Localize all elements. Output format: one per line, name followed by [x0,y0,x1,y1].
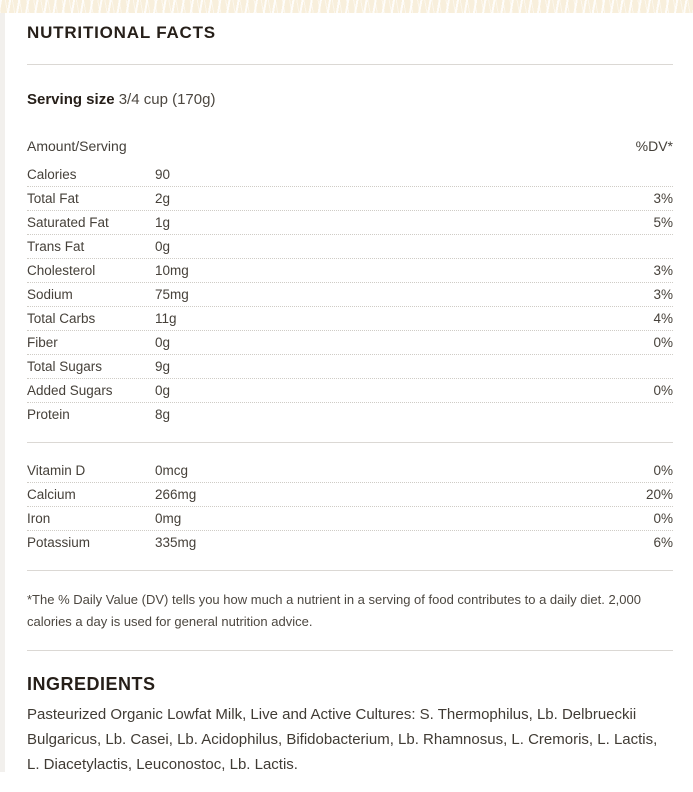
table-row [27,211,673,235]
nutrient-amount: 0g [155,335,171,350]
nutrient-label: Calcium [27,487,76,502]
table-row [27,163,673,187]
table-row [27,403,673,426]
table-row [27,507,673,531]
nutrient-dv: 0% [653,383,673,398]
nutrient-label: Saturated Fat [27,215,109,230]
nutrient-amount: 266mg [155,487,197,502]
table-row [27,283,673,307]
ingredients-divider [27,650,673,651]
column-header-dv: %DV* [635,138,673,154]
nutrient-label: Sodium [27,287,73,302]
nutrient-amount: 0mg [155,511,182,526]
nutrient-amount: 2g [155,191,171,206]
nutrient-dv: 5% [653,215,673,230]
nutrient-dv: 0% [653,463,673,478]
nutrient-label: Calories [27,167,77,182]
nutrient-label: Trans Fat [27,239,85,254]
nutrient-amount: 0g [155,383,171,398]
nutrients-table-vitamins [27,459,673,554]
serving-size-label: Serving size [27,91,115,108]
table-row [27,187,673,211]
nutrient-amount: 9g [155,359,171,374]
table-row [27,379,673,403]
table-row [27,307,673,331]
nutrient-label: Added Sugars [27,383,113,398]
nutrient-dv: 6% [653,535,673,550]
nutrient-label: Potassium [27,535,91,550]
nutrient-amount: 11g [155,311,177,326]
table-header [27,138,673,154]
nutrient-amount: 0mcg [155,463,189,478]
nutrient-dv: 0% [653,335,673,350]
nutrition-panel [5,13,693,792]
title-divider [27,64,673,65]
nutrient-amount: 0g [155,239,171,254]
serving-size-line [27,91,673,108]
nutrient-label: Fiber [27,335,58,350]
nutrient-amount: 10mg [155,263,189,278]
nutrient-dv: 20% [645,487,673,502]
table-row [27,355,673,379]
nutrient-amount: 90 [155,167,171,182]
nutrient-label: Total Carbs [27,311,96,326]
table-row [27,483,673,507]
table-row [27,331,673,355]
nutrient-label: Vitamin D [27,463,86,478]
nutrient-amount: 75mg [155,287,189,302]
ingredients-title: INGREDIENTS [27,674,156,694]
nutrient-amount: 1g [155,215,171,230]
ingredients-text: Pasteurized Organic Lowfat Milk, Live and Active Cultures: S. Thermophilus, Lb. Delbrueckii Bulgaricus, Lb. Casei, Lb. Acidophilus, Bifidobacterium, Lb. Rhamnosus, L. Cremoris, L. Lactis, L. Diacetylactis, Leuconostoc, Lb. Lactis. [27,706,658,773]
column-header-amount: Amount/Serving [27,138,127,154]
page-title: NUTRITIONAL FACTS [27,23,216,42]
table-row [27,235,673,259]
nutrient-dv: 0% [653,511,673,526]
table-row [27,531,673,554]
nutrients-table-main [27,163,673,426]
nutrient-dv: 4% [653,311,673,326]
nutrient-dv: 3% [653,191,673,206]
nutrient-dv: 3% [653,287,673,302]
nutrient-label: Total Sugars [27,359,103,374]
decorative-wave-band [0,0,693,13]
nutrient-label: Iron [27,511,51,526]
section-divider [27,442,673,443]
serving-size-value: 3/4 cup (170g) [114,91,216,108]
table-row [27,459,673,483]
nutrient-label: Cholesterol [27,263,96,278]
nutrient-amount: 8g [155,407,171,422]
table-row [27,259,673,283]
nutrient-label: Total Fat [27,191,79,206]
daily-value-footnote: *The % Daily Value (DV) tells you how much a nutrient in a serving of food contributes to a daily diet. 2,000 calories a day is used for general nutrition advice. [27,592,641,629]
nutrient-label: Protein [27,407,70,422]
nutrient-amount: 335mg [155,535,197,550]
footnote-divider [27,570,673,571]
nutrient-dv: 3% [653,263,673,278]
